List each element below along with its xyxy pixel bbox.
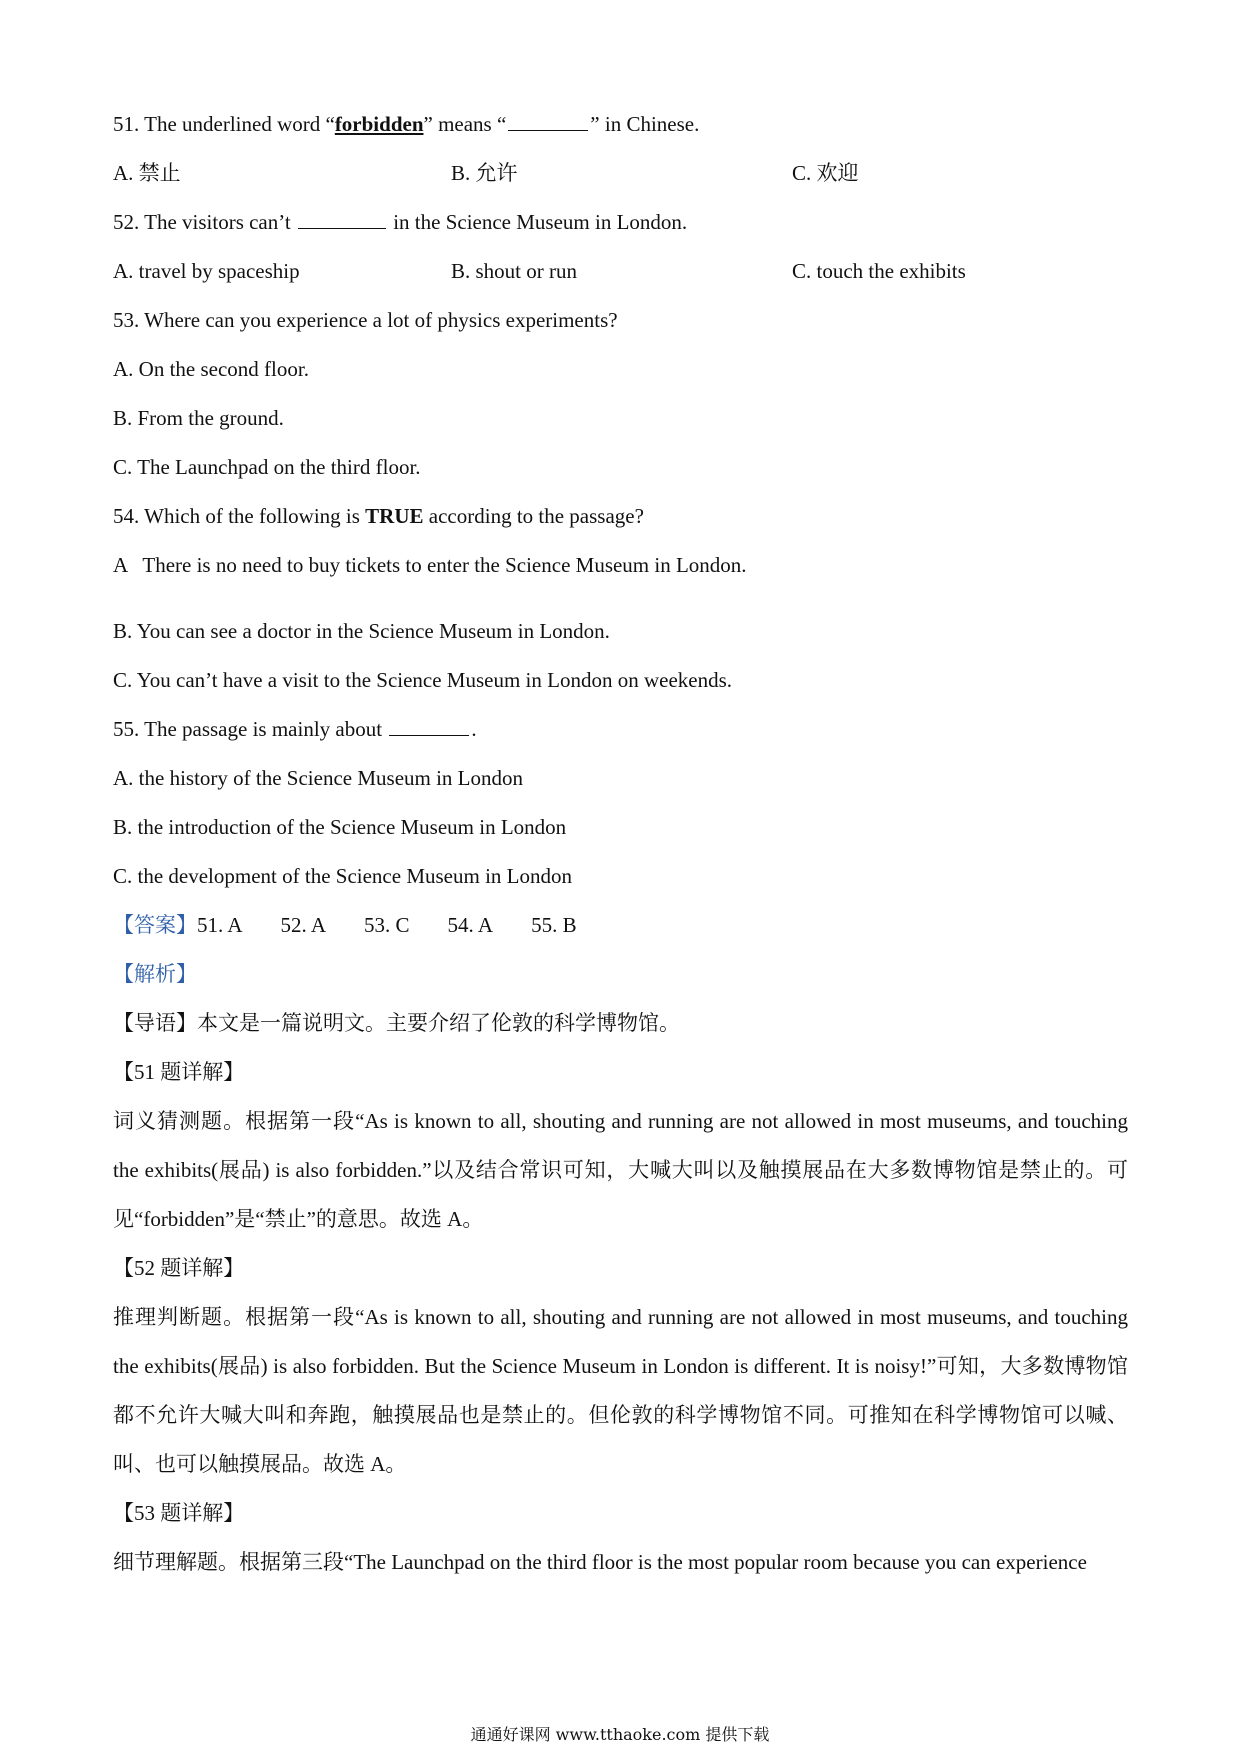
option-c: C. You can’t have a visit to the Science Museum in London on weekends.: [113, 668, 733, 692]
option-b: B. shout or run: [451, 259, 577, 283]
detail-53-title: 【53 题详解】: [113, 1501, 245, 1525]
option-c: C. The Launchpad on the third floor.: [113, 455, 421, 479]
question-54-prefix: 54. Which of the following is: [113, 504, 366, 528]
question-55-prefix: 55. The passage is mainly about: [113, 717, 388, 741]
question-52-prefix: 52. The visitors can’t: [113, 210, 296, 234]
option-a: A. travel by spaceship: [113, 259, 300, 283]
question-51-mid: ” means “: [423, 112, 507, 136]
option-a: A. 禁止: [113, 161, 181, 185]
detail-53-text: 细节理解题。根据第三段“The Launchpad on the third floor is the most popular room because you can experience: [113, 1550, 1087, 1574]
page-footer: 通通好课网 www.tthaoke.com 提供下载: [470, 1725, 770, 1744]
option-b: B. 允许: [451, 161, 518, 185]
question-52-options: [113, 247, 1133, 296]
document-content: [113, 100, 1133, 1587]
question-51-prefix: 51. The underlined word “: [113, 112, 335, 136]
option-a: A. the history of the Science Museum in London: [113, 766, 524, 790]
option-b: B. From the ground.: [113, 406, 284, 430]
answer-label: 【答案】: [113, 913, 197, 937]
answer-blank: [389, 734, 469, 736]
underlined-word: forbidden: [334, 112, 424, 136]
question-52: [113, 198, 1133, 247]
option-a: A There is no need to buy tickets to enter the Science Museum in London.: [113, 553, 747, 577]
question-55-suffix: .: [471, 717, 477, 741]
option-c: C. the development of the Science Museum in London: [113, 864, 572, 888]
question-55: [113, 705, 1133, 754]
option-b: B. You can see a doctor in the Science Museum in London.: [113, 619, 610, 643]
question-51-options: [113, 149, 1133, 198]
answer-item: 53. C: [364, 913, 410, 937]
answer-item: 51. A: [197, 913, 243, 937]
answer-blank: [508, 129, 588, 131]
option-c: C. 欢迎: [792, 161, 859, 185]
emphasis-true: TRUE: [365, 504, 424, 528]
option-a: A. On the second floor.: [113, 357, 309, 381]
question-51-suffix: ” in Chinese.: [590, 112, 700, 136]
question-51: [113, 100, 1133, 149]
answer-item: 55. B: [531, 913, 577, 937]
detail-52-text: 推理判断题。根据第一段“As is known to all, shouting and running are not allowed in most museums, and touching the exhibits(展品) is also forbidden. But the Science Museum in London is different. It is noisy!”可知，大多数博物馆都不允许大喊大叫和奔跑，触摸展品也是禁止的。但伦敦的科学博物馆不同。可推知在科学博物馆可以喊、叫、也可以触摸展品。故选 A。: [113, 1305, 1128, 1476]
detail-51-title: 【51 题详解】: [113, 1060, 245, 1084]
option-c: C. touch the exhibits: [792, 259, 966, 283]
detail-51-text: 词义猜测题。根据第一段“As is known to all, shouting and running are not allowed in most museums, and touching the exhibits(展品) is also forbidden.”以及结合常识可知，大喊大叫以及触摸展品在大多数博物馆是禁止的。可见“forbidden”是“禁止”的意思。故选 A。: [113, 1109, 1128, 1231]
question-53: 53. Where can you experience a lot of physics experiments?: [113, 308, 618, 332]
question-54-suffix: according to the passage?: [423, 504, 644, 528]
question-54: [113, 492, 1133, 541]
answer-item: 54. A: [447, 913, 494, 937]
answer-blank: [298, 227, 386, 229]
guide-intro: 【导语】本文是一篇说明文。主要介绍了伦敦的科学博物馆。: [113, 1011, 680, 1035]
question-52-suffix: in the Science Museum in London.: [387, 210, 688, 234]
detail-52-title: 【52 题详解】: [113, 1256, 245, 1280]
option-b: B. the introduction of the Science Museum in London: [113, 815, 567, 839]
answer-item: 52. A: [280, 913, 327, 937]
spacer: [113, 590, 1133, 607]
analysis-label: 【解析】: [113, 962, 197, 986]
answer-key: [113, 901, 1133, 950]
